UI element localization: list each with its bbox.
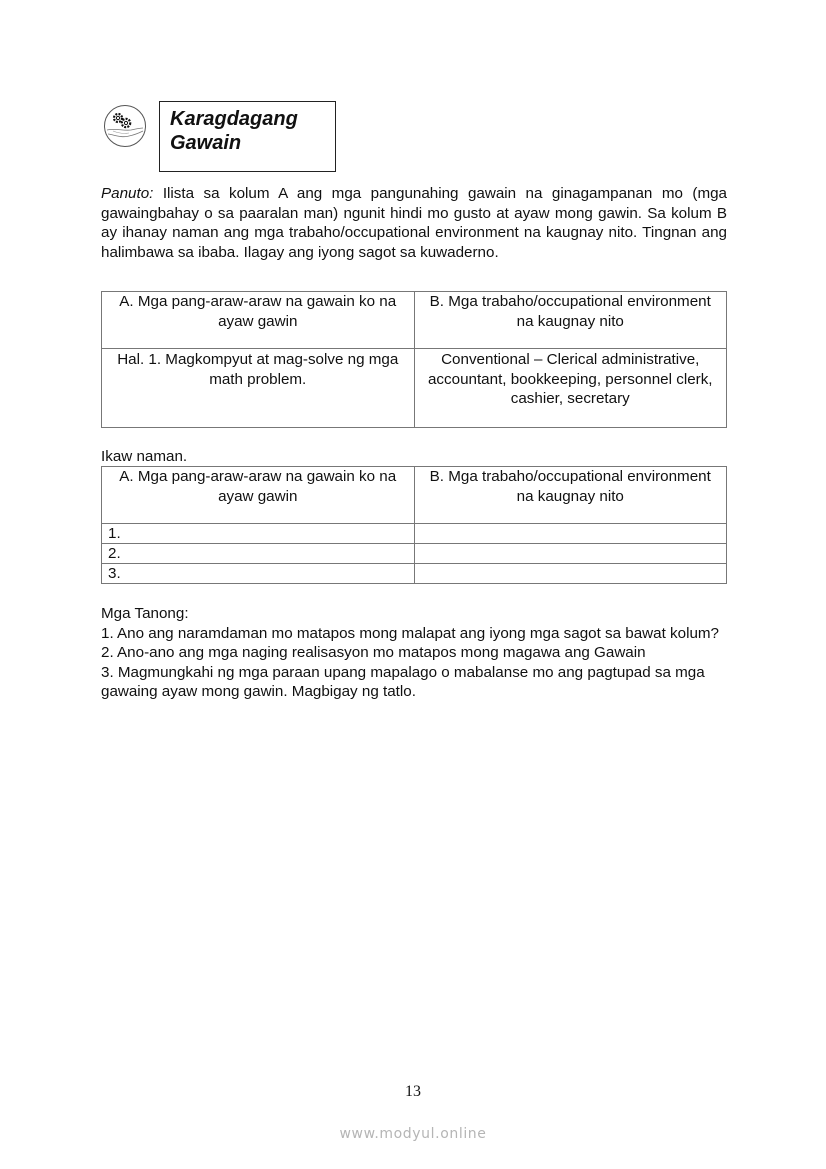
answer-cell-col-b[interactable]	[414, 564, 727, 584]
section-title-line2: Gawain	[170, 132, 242, 154]
answer-cell-col-a[interactable]: 2.	[102, 544, 415, 564]
question-item: 1. Ano ang naramdaman mo matapos mong malapat ang iyong mga sagot sa bawat kolum?	[101, 624, 719, 642]
answer-cell-col-a[interactable]: 1.	[102, 524, 415, 544]
section-title-line1: Karagdagang	[170, 108, 298, 130]
answer-table-row	[102, 524, 727, 544]
answer-table-header-row	[102, 467, 727, 524]
instructions-label: Panuto:	[101, 185, 154, 202]
example-cell-col-a: Hal. 1. Magkompyut at mag-solve ng mga math problem.	[102, 349, 415, 428]
answer-header-col-a: A. Mga pang-araw-araw na gawain ko na ayaw gawin	[102, 467, 415, 524]
section-title-box	[159, 101, 336, 172]
answer-intro: Ikaw naman.	[101, 448, 188, 465]
example-table	[101, 291, 727, 428]
answer-cell-col-a[interactable]: 3.	[102, 564, 415, 584]
answer-table	[101, 466, 727, 584]
answer-cell-col-b[interactable]	[414, 544, 727, 564]
answer-cell-col-b[interactable]	[414, 524, 727, 544]
questions-section	[101, 604, 729, 702]
instructions-text: Ilista sa kolum A ang mga pangunahing gawain na ginagampanan mo (mga gawaingbahay o sa paaralan man) ngunit hindi mo gusto at ayaw mong gawin. Sa kolum B ay ihanay naman ang mga trabaho/occupational environment na kaugnay nito. Tingnan ang halimbawa sa ibaba. Ilagay ang iyong sagot sa kuwaderno.	[101, 185, 727, 261]
example-table-row	[102, 349, 727, 428]
question-item: 3. Magmungkahi ng mga paraan upang mapalago o mabalanse mo ang pagtupad sa mga gawaing ayaw mong gawin. Magbigay ng tatlo.	[101, 663, 705, 700]
answer-table-row	[102, 544, 727, 564]
answer-table-row	[102, 564, 727, 584]
page-number: 13	[405, 1083, 421, 1100]
questions-title: Mga Tanong:	[101, 605, 189, 622]
answer-header-col-b: B. Mga trabaho/occupational environment na kaugnay nito	[414, 467, 727, 524]
instructions-paragraph	[101, 184, 727, 262]
gears-in-hand-icon	[103, 104, 147, 148]
example-header-col-b: B. Mga trabaho/occupational environment na kaugnay nito	[414, 292, 727, 349]
example-table-header-row	[102, 292, 727, 349]
example-header-col-a: A. Mga pang-araw-araw na gawain ko na ayaw gawin	[102, 292, 415, 349]
example-cell-col-b: Conventional – Clerical administrative, accountant, bookkeeping, personnel clerk, cashier, secretary	[414, 349, 727, 428]
watermark: www.modyul.online	[339, 1126, 487, 1142]
question-item: 2. Ano-ano ang mga naging realisasyon mo matapos mong magawa ang Gawain	[101, 644, 646, 661]
